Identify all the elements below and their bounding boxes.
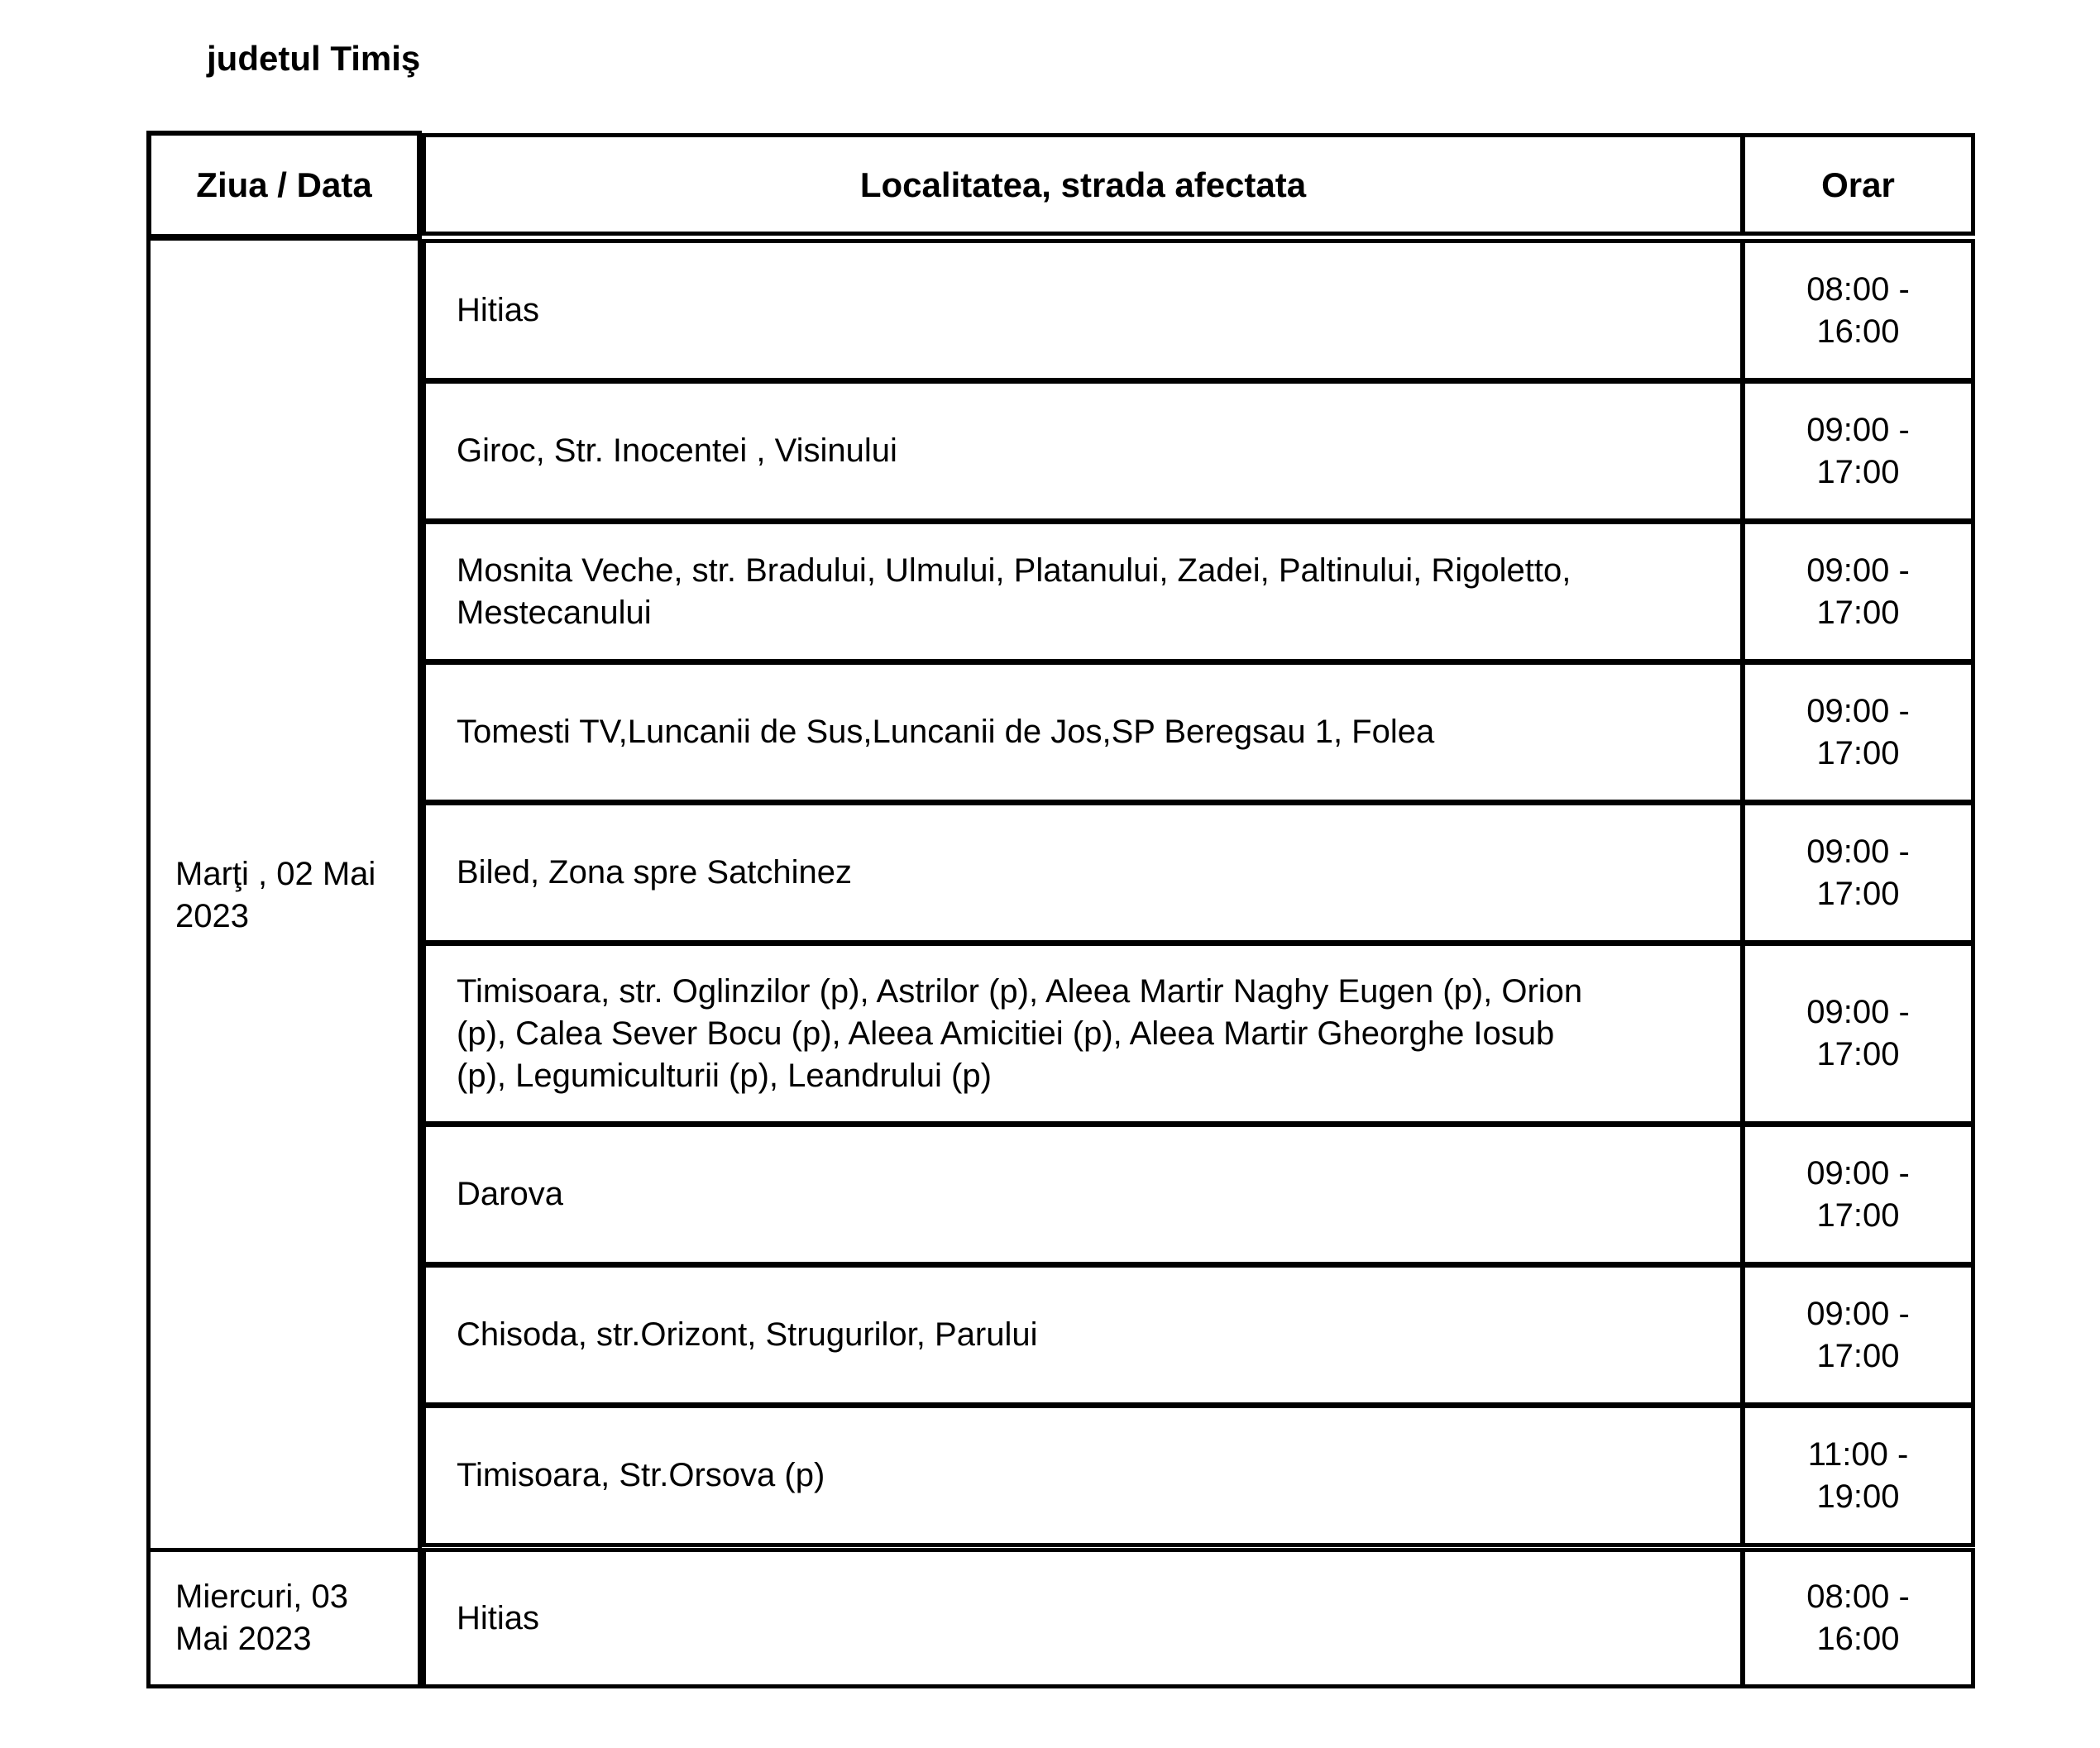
date-line: Miercuri, 03 — [175, 1578, 348, 1615]
location-text: Mosnita Veche, str. Bradului, Ulmului, Platanului, Zadei, Paltinului, Rigoletto, — [457, 552, 1571, 589]
table-row-time — [1741, 1548, 1975, 1688]
location-text: Tomesti TV,Luncanii de Sus,Luncanii de Jos,SP Beregsau 1, Folea — [457, 714, 1435, 750]
table-row-location — [422, 1548, 1744, 1688]
time-end: 17:00 — [1816, 594, 1900, 631]
location-text: Biled, Zona spre Satchinez — [457, 854, 853, 891]
table-row-location — [422, 1123, 1744, 1266]
time-end: 17:00 — [1816, 734, 1900, 771]
location-text: Mestecanului — [457, 594, 652, 631]
header-schedule-label: Orar — [1821, 165, 1895, 204]
location-text: Darova — [457, 1176, 563, 1212]
time-start: 09:00 - — [1806, 1154, 1910, 1192]
table-row-time — [1741, 1404, 1975, 1547]
time-start: 11:00 - — [1807, 1435, 1909, 1473]
header-schedule — [1741, 133, 1975, 236]
location-text: (p), Calea Sever Bocu (p), Aleea Amicitiei (p), Aleea Martir Gheorghe Iosub — [457, 1015, 1555, 1052]
time-start: 08:00 - — [1806, 1578, 1910, 1615]
table-row-time — [1741, 520, 1975, 663]
location-text: Hitias — [457, 292, 540, 328]
time-start: 09:00 - — [1806, 1295, 1910, 1332]
time-start: 08:00 - — [1806, 270, 1910, 308]
time-end: 17:00 — [1816, 453, 1900, 490]
table-row-time — [1741, 942, 1975, 1125]
table-row-time — [1741, 239, 1975, 382]
date-line: Mai 2023 — [175, 1621, 312, 1657]
time-end: 16:00 — [1816, 1621, 1900, 1657]
time-start: 09:00 - — [1806, 833, 1910, 870]
location-text: (p), Legumiculturii (p), Leandrului (p) — [457, 1057, 992, 1094]
time-start: 09:00 - — [1806, 994, 1910, 1030]
time-end: 17:00 — [1816, 1036, 1900, 1072]
header-date-label: Ziua / Data — [196, 165, 372, 204]
header-location-label: Localitatea, strada afectata — [859, 165, 1307, 204]
table-row-location — [422, 239, 1744, 382]
time-end: 17:00 — [1816, 1337, 1900, 1374]
table-row-location — [422, 942, 1744, 1125]
table-row-time — [1741, 801, 1975, 944]
location-text: Timisoara, str. Oglinzilor (p), Astrilor (p), Aleea Martir Naghy Eugen (p), Orion — [457, 972, 1583, 1010]
time-end: 19:00 — [1816, 1478, 1900, 1515]
page-title: judetul Timiş — [207, 39, 421, 78]
table-row-time — [1741, 380, 1975, 523]
date-line: 2023 — [175, 898, 249, 934]
table-row-location — [422, 520, 1744, 663]
location-text: Giroc, Str. Inocentei , Visinului — [457, 432, 897, 469]
table-row-location — [422, 661, 1744, 804]
table-row-location — [422, 801, 1744, 944]
time-start: 09:00 - — [1806, 552, 1910, 589]
table-row-location — [422, 380, 1744, 523]
location-text: Chisoda, str.Orizont, Strugurilor, Parului — [457, 1316, 1038, 1353]
date-line: Marţi , 02 Mai — [175, 856, 376, 892]
location-text: Timisoara, Str.Orsova (p) — [457, 1457, 825, 1493]
header-location — [422, 133, 1744, 236]
time-end: 17:00 — [1816, 875, 1900, 912]
table-row-location — [422, 1263, 1744, 1407]
time-end: 16:00 — [1816, 313, 1900, 350]
table-row-time — [1741, 1263, 1975, 1407]
date-cell-day-1 — [146, 236, 422, 1555]
time-start: 09:00 - — [1806, 692, 1910, 729]
time-end: 17:00 — [1816, 1196, 1900, 1234]
location-text: Hitias — [457, 1599, 540, 1636]
table-row-location — [422, 1404, 1744, 1547]
table-row-time — [1741, 1123, 1975, 1266]
table-row-time — [1741, 661, 1975, 804]
time-start: 09:00 - — [1806, 411, 1910, 448]
header-date — [146, 131, 422, 239]
date-cell-day-2 — [146, 1548, 422, 1688]
